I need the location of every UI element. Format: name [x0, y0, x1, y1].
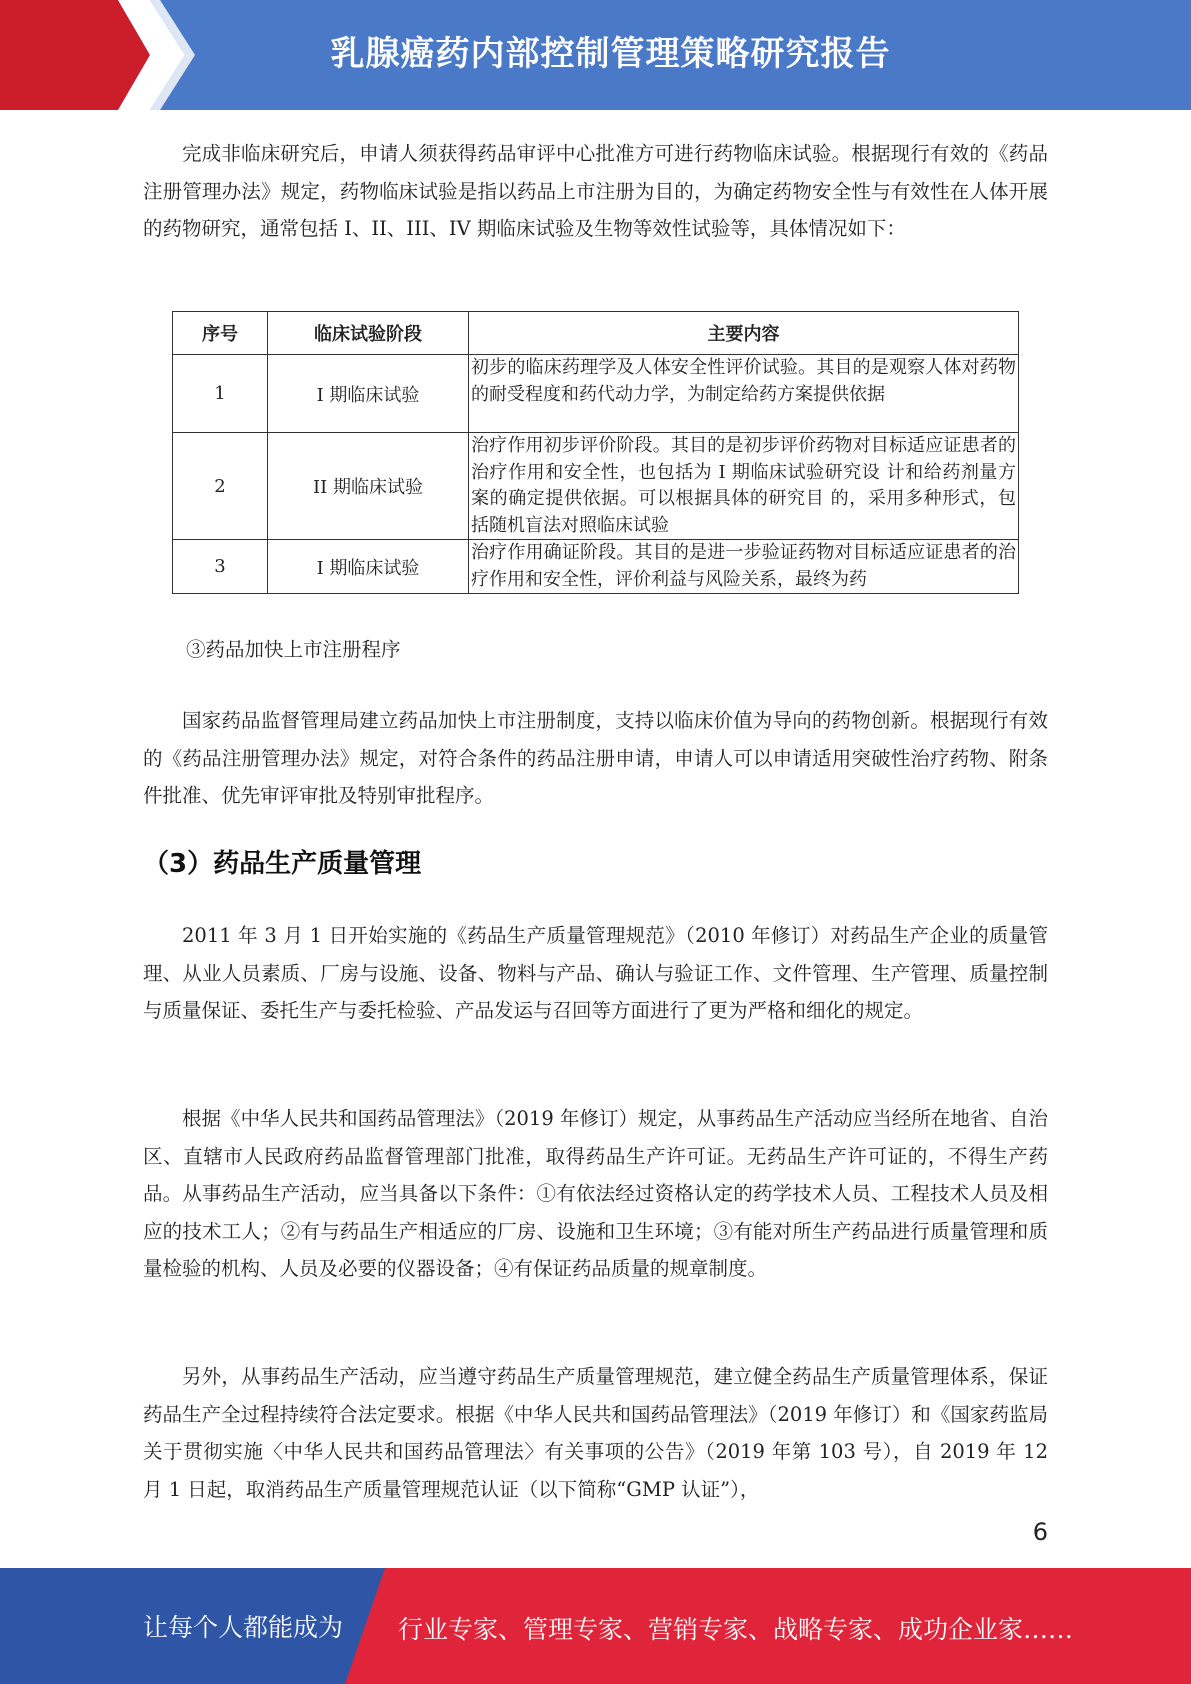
cell-phase: II 期临床试验 — [268, 433, 469, 540]
cell-desc: 治疗作用初步评价阶段。其目的是初步评价药物对目标适应证患者的治疗作用和安全性，也包括为 I 期临床试验研究设 计和给药剂量方案的确定提供依据。可以根据具体的研究目 的，采用多种形式，包括随机盲法对照临床试验 — [469, 433, 1019, 540]
page-footer — [0, 1568, 1191, 1684]
report-title: 乳腺癌药内部控制管理策略研究报告 — [330, 34, 891, 74]
clinical-trial-table — [172, 311, 1019, 594]
clinical-trial-table-wrap — [172, 311, 1019, 594]
table-header-row — [173, 312, 1019, 355]
gmp-paragraph: 2011 年 3 月 1 日开始实施的《药品生产质量管理规范》（2010 年修订）对药品生产企业的质量管理、从业人员素质、厂房与设施、设备、物料与产品、确认与验证工作、文件管理、生产管理、质量控制与质量保证、委托生产与委托检验、产品发运与召回等方面进行了更为严格和细化的规定。 — [143, 924, 1048, 1022]
intro-section — [143, 135, 1048, 248]
page-header — [0, 0, 1191, 110]
footer-slogan-right: 行业专家、管理专家、营销专家、战略专家、成功企业家…… — [398, 1615, 1074, 1644]
cell-phase: I 期临床试验 — [268, 540, 469, 594]
intro-paragraph: 完成非临床研究后，申请人须获得药品审评中心批准方可进行药物临床试验。根据现行有效的《药品注册管理办法》规定，药物临床试验是指以药品上市注册为目的，为确定药物安全性与有效性在人体开展的药物研究，通常包括 I、II、III、IV 期临床试验及生物等效性试验等，具体情况如下： — [143, 142, 1048, 240]
table-row — [173, 540, 1019, 594]
cell-seq: 1 — [173, 355, 268, 433]
subheading-accelerated-registration: ③药品加快上市注册程序 — [186, 638, 401, 661]
cell-desc: 初步的临床药理学及人体安全性评价试验。其目的是观察人体对药物的耐受程度和药代动力学，为制定给药方案提供依据 — [469, 355, 1019, 433]
page-number: 6 — [1032, 1518, 1048, 1546]
header-seq: 序号 — [173, 312, 268, 355]
quality-system-paragraph: 另外，从事药品生产活动，应当遵守药品生产质量管理规范，建立健全药品生产质量管理体系，保证药品生产全过程持续符合法定要求。根据《中华人民共和国药品管理法》（2019 年修订）和《国家药监局关于贯彻实施〈中华人民共和国药品管理法〉有关事项的公告》（2019 年第 103 号），自 2019 年 12 月 1 日起，取消药品生产质量管理规范认证（以下简称“GMP 认证”）， — [143, 1365, 1048, 1501]
cell-seq: 3 — [173, 540, 268, 594]
table-row — [173, 433, 1019, 540]
header-content: 主要内容 — [469, 312, 1019, 355]
cell-phase: I 期临床试验 — [268, 355, 469, 433]
footer-slogan-left: 让每个人都能成为 — [143, 1613, 344, 1642]
license-paragraph: 根据《中华人民共和国药品管理法》（2019 年修订）规定，从事药品生产活动应当经所在地省、自治区、直辖市人民政府药品监督管理部门批准，取得药品生产许可证。无药品生产许可证的，不得生产药品。从事药品生产活动，应当具备以下条件：①有依法经过资格认定的药学技术人员、工程技术人员及相应的技术工人；②有与药品生产相适应的厂房、设施和卫生环境；③有能对所生产药品进行质量管理和质量检验的机构、人员及必要的仪器设备；④有保证药品质量的规章制度。 — [143, 1107, 1048, 1280]
accelerated-paragraph: 国家药品监督管理局建立药品加快上市注册制度，支持以临床价值为导向的药物创新。根据现行有效的《药品注册管理办法》规定，对符合条件的药品注册申请，申请人可以申请适用突破性治疗药物、附条件批准、优先审评审批及特别审批程序。 — [143, 709, 1048, 807]
quality-system-section — [143, 1358, 1048, 1508]
section-heading: （3）药品生产质量管理 — [143, 849, 422, 879]
table-row — [173, 355, 1019, 433]
cell-desc: 治疗作用确证阶段。其目的是进一步验证药物对目标适应证患者的治疗作用和安全性，评价利益与风险关系，最终为药 — [469, 540, 1019, 594]
license-section — [143, 1100, 1048, 1288]
accelerated-section — [143, 702, 1048, 815]
gmp-section — [143, 917, 1048, 1030]
cell-seq: 2 — [173, 433, 268, 540]
header-phase: 临床试验阶段 — [268, 312, 469, 355]
